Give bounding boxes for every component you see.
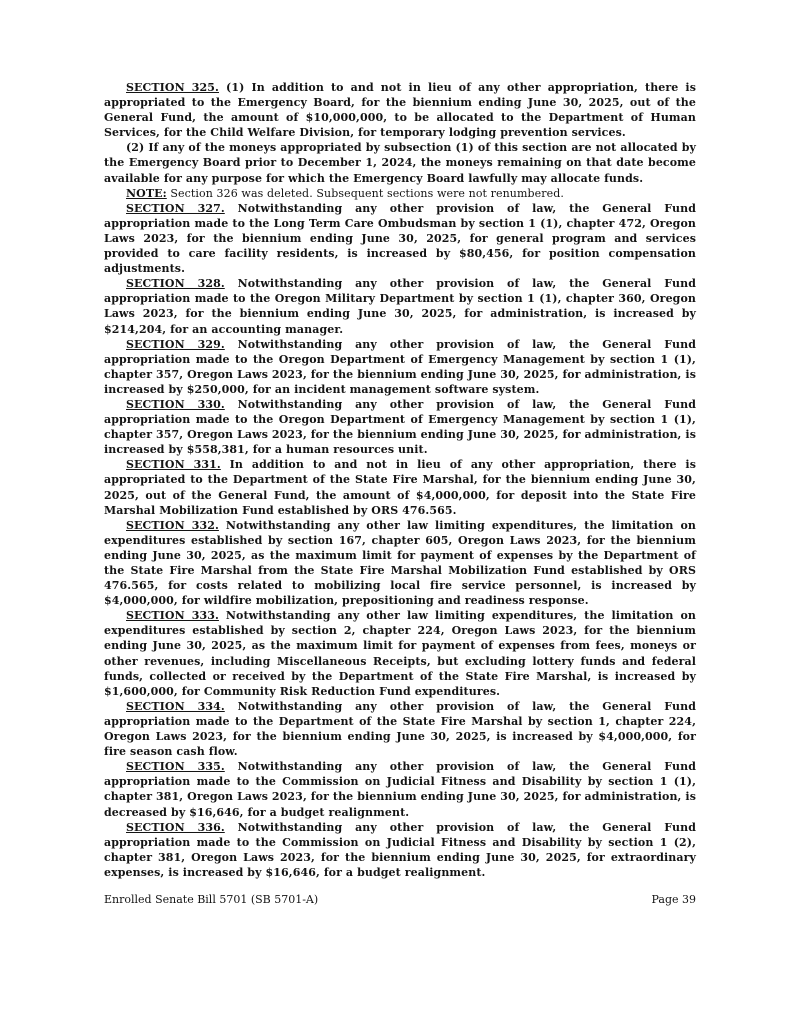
paragraph-text: Notwithstanding any other provision of law, the General Fund appropriation made to the Oregon Department of Emergency Management by section 1 (1), chapter 357, Oregon Laws 2023, for the biennium ending June 30, 2025, for administration, is increased by $558,381, for a human resources unit.	[104, 397, 696, 457]
paragraph-text: Notwithstanding any other law limiting expenditures, the limitation on expenditures established by section 167, chapter 605, Oregon Laws 2023, for the biennium ending June 30, 2025, as the maximum limit for payment of expenses by the Department of the State Fire Marshal from the State Fire Marshal Mobilization Fund established by ORS 476.565, for costs related to mobilizing local fire service personnel, is increased by $4,000,000, for wildfire mobilization, prepositioning and readiness response.	[104, 518, 696, 608]
section-label: SECTION 333.	[126, 609, 219, 623]
section-paragraph	[104, 337, 696, 397]
section-label: SECTION 336.	[126, 820, 225, 834]
section-label: SECTION 335.	[126, 760, 225, 774]
section-label: SECTION 329.	[126, 337, 225, 351]
paragraph-text: (2) If any of the moneys appropriated by subsection (1) of this section are not allocated by the Emergency Board prior to December 1, 2024, the moneys remaining on that date become available for any purpose for which the Emergency Board lawfully may allocate funds.	[104, 141, 696, 185]
paragraph-text: Notwithstanding any other provision of law, the General Fund appropriation made to the Long Term Care Ombudsman by section 1 (1), chapter 472, Oregon Laws 2023, for the biennium ending June 30, 2025, for general program and services provided to care facility residents, is increased by $80,456, for position compensation adjustments.	[104, 201, 696, 276]
section-label: SECTION 330.	[126, 397, 225, 411]
section-paragraph	[104, 80, 696, 140]
section-label: SECTION 327.	[126, 201, 225, 215]
section-paragraph	[104, 699, 696, 759]
section-paragraph	[104, 201, 696, 276]
paragraph-text: Notwithstanding any other provision of law, the General Fund appropriation made to the Oregon Department of Emergency Management by section 1 (1), chapter 357, Oregon Laws 2023, for the biennium ending June 30, 2025, for administration, is increased by $250,000, for an incident management software system.	[104, 337, 696, 396]
bill-text	[104, 80, 696, 880]
section-label: SECTION 331.	[126, 458, 221, 472]
section-label: SECTION 334.	[126, 699, 225, 713]
section-paragraph	[104, 759, 696, 819]
paragraph-text: Notwithstanding any other provision of law, the General Fund appropriation made to the Oregon Military Department by section 1 (1), chapter 360, Oregon Laws 2023, for the biennium ending June 30, 2025, for administration, is increased by $214,204, for an accounting manager.	[104, 277, 696, 336]
footer-page-number: Page 39	[651, 893, 696, 906]
note-label: NOTE:	[126, 186, 167, 200]
section-paragraph	[104, 820, 696, 880]
section-paragraph	[104, 457, 696, 517]
section-paragraph	[104, 397, 696, 457]
paragraph-text: Section 326 was deleted. Subsequent sections were not renumbered.	[170, 186, 564, 200]
paragraph-text: Notwithstanding any other provision of law, the General Fund appropriation made to the Commission on Judicial Fitness and Disability by section 1 (1), chapter 381, Oregon Laws 2023, for the biennium ending June 30, 2025, for administration, is decreased by $16,646, for a budget realignment.	[104, 760, 696, 819]
section-paragraph	[104, 608, 696, 699]
section-label: SECTION 328.	[126, 277, 225, 291]
paragraph-text: Notwithstanding any other provision of law, the General Fund appropriation made to the Department of the State Fire Marshal by section 1, chapter 224, Oregon Laws 2023, for the biennium ending June 30, 2025, is increased by $4,000,000, for fire season cash flow.	[104, 699, 696, 759]
section-label: SECTION 325.	[126, 81, 219, 94]
paragraph-text: Notwithstanding any other law limiting expenditures, the limitation on expenditures established by section 2, chapter 224, Oregon Laws 2023, for the biennium ending June 30, 2025, as the maximum limit for payment of expenses from fees, moneys or other revenues, including Miscellaneous Receipts, but excluding lottery funds and federal funds, collected or received by the Department of the State Fire Marshal, is increased by $1,600,000, for Community Risk Reduction Fund expenditures.	[104, 609, 696, 698]
page-footer	[104, 893, 696, 906]
paragraph-text: In addition to and not in lieu of any other appropriation, there is appropriated to the Department of the State Fire Marshal, for the biennium ending June 30, 2025, out of the General Fund, the amount of $4,000,000, for deposit into the State Fire Marshal Mobilization Fund established by ORS 476.565.	[104, 458, 696, 517]
section-paragraph	[104, 276, 696, 336]
paragraph-text: Notwithstanding any other provision of law, the General Fund appropriation made to the Commission on Judicial Fitness and Disability by section 1 (2), chapter 381, Oregon Laws 2023, for the biennium ending June 30, 2025, for extraordinary expenses, is increased by $16,646, for a budget realignment.	[104, 820, 696, 879]
paragraph-text: (1) In addition to and not in lieu of any other appropriation, there is appropriated to the Emergency Board, for the biennium ending June 30, 2025, out of the General Fund, the amount of $10,000,000, to be allocated to the Department of Human Services, for the Child Welfare Division, for temporary lodging prevention services.	[104, 81, 696, 140]
section-paragraph	[104, 518, 696, 609]
footer-bill-title: Enrolled Senate Bill 5701 (SB 5701-A)	[104, 893, 319, 906]
note-paragraph	[104, 186, 696, 201]
section-label: SECTION 332.	[126, 518, 219, 532]
paragraph	[104, 140, 696, 185]
